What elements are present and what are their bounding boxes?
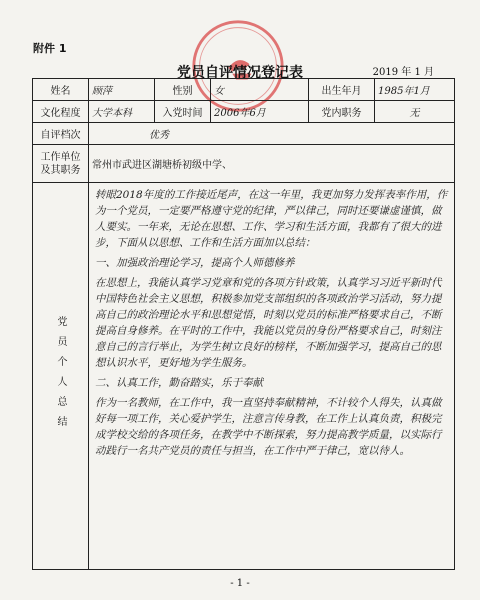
name-value: 顾萍 xyxy=(89,79,155,101)
row-basic-info xyxy=(33,79,455,101)
work-unit-label: 工作单位及其职务 xyxy=(33,145,89,183)
birth-label: 出生年月 xyxy=(309,79,375,101)
join-date-label: 入党时间 xyxy=(155,101,211,123)
summary-text xyxy=(89,183,454,569)
summary-label: 党员个人总结 xyxy=(55,316,66,436)
summary-paragraph: 转眼2018年度的工作接近尾声，在这一年里，我更加努力发挥表率作用，作为一个党员，一定要严格遵守党的纪律，严以律己，同时还要谦虚谨慎，做人要实。一年来，无论在思想、工作、学习和生活方面，我都有了很大的进步，下面从以思想、工作和生活方面加以总结： xyxy=(95,189,448,249)
self-evaluation-value: 优秀 xyxy=(89,123,455,145)
party-duty-value: 无 xyxy=(375,101,455,123)
join-date-value: 2006年6月 xyxy=(211,101,309,123)
summary-label-cell xyxy=(33,183,89,570)
attachment-label: 附件 1 xyxy=(33,42,67,55)
row-summary xyxy=(33,183,455,570)
name-label: 姓名 xyxy=(33,79,89,101)
summary-heading: 一、加强政治理论学习，提高个人师德修养 xyxy=(95,257,295,269)
summary-paragraph: 作为一名教师，在工作中，我一直坚持奉献精神，不计较个人得失，认真做好每一项工作，关心爱护学生，注意言传身教，在工作上认真负责，积极完成学校交给的各项任务，在教学中不断探索，努力提高教学质量，以实际行动践行一名共产党员的责任与担当，在工作中严于律己，宽以待人。 xyxy=(95,397,442,457)
form-date: 2019 年 1 月 xyxy=(372,67,434,78)
education-value: 大学本科 xyxy=(89,101,155,123)
row-self-evaluation xyxy=(33,123,455,145)
page-number: - 1 - xyxy=(230,578,250,589)
registration-table xyxy=(32,78,455,570)
education-label: 文化程度 xyxy=(33,101,89,123)
row-education xyxy=(33,101,455,123)
form-title: 党员自评情况登记表 xyxy=(177,65,303,81)
work-unit-value: 常州市武进区湖塘桥初级中学、 xyxy=(89,145,455,183)
row-work-unit xyxy=(33,145,455,183)
summary-paragraph: 在思想上，我能认真学习党章和党的各项方针政策，认真学习习近平新时代中国特色社会主义思想，积极参加党支部组织的各项政治学习活动，努力提高自己的政治理论水平和思想觉悟，时刻以党员的标准严格要求自己，不断提高自身修养。在平时的工作中，我能以党员的身份严格要求自己，时刻注意自己的言行举止，为学生树立良好的榜样，不断加强学习，提高自己的思想认识水平，更好地为学生服务。 xyxy=(95,277,442,369)
summary-heading: 二、认真工作，勤奋踏实，乐于奉献 xyxy=(95,377,263,389)
birth-value: 1985年1月 xyxy=(375,79,455,101)
gender-label: 性别 xyxy=(155,79,211,101)
gender-value: 女 xyxy=(211,79,309,101)
summary-content-cell xyxy=(89,183,455,570)
self-evaluation-label: 自评档次 xyxy=(33,123,89,145)
party-duty-label: 党内职务 xyxy=(309,101,375,123)
